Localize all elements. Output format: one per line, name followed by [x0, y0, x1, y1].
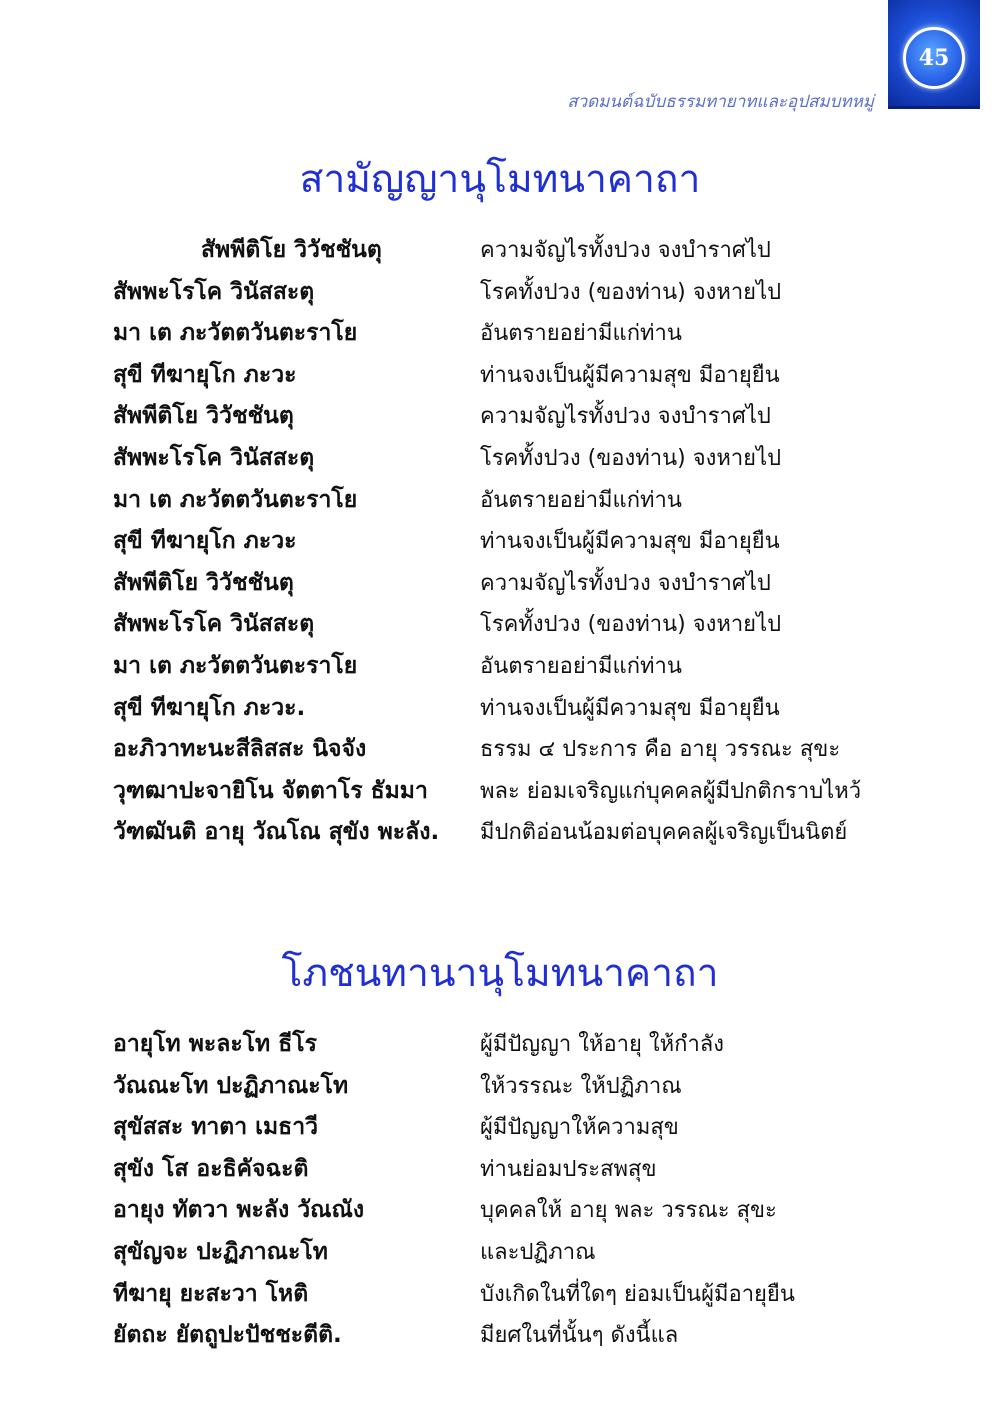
section-title-samanyanumodana: สามัญญานุโมทนาคาถา	[299, 157, 701, 202]
pali-line: สัพพะโรโค วินัสสะตุ	[113, 611, 315, 638]
pali-line: มา เต ภะวัตตวันตะราโย	[113, 486, 358, 513]
verse-row	[0, 731, 1000, 773]
verse-row	[0, 1317, 1000, 1359]
pali-line: สัพพีติโย วิวัชชันตุ	[113, 403, 294, 430]
thai-translation: อันตรายอย่ามีแก่ท่าน	[480, 653, 682, 679]
pali-line: มา เต ภะวัตตวันตะราโย	[113, 652, 358, 679]
verse-row	[0, 565, 1000, 607]
pali-line: สุขี ทีฆายุโก ภะวะ	[113, 528, 297, 555]
pali-line: สัพพีติโย วิวัชชันตุ	[201, 237, 382, 263]
verse-row	[0, 606, 1000, 648]
verse-row	[0, 814, 1000, 856]
section-title-bhojanadana: โภชนทานานุโมทนาคาถา	[281, 951, 719, 996]
thai-translation: ผู้มีปัญญาให้ความสุข	[480, 1115, 679, 1141]
verse-row	[0, 1151, 1000, 1193]
thai-translation: ท่านจงเป็นผู้มีความสุข มีอายุยืน	[480, 362, 780, 388]
thai-translation: ความจัญไรทั้งปวง จงบำราศไป	[480, 238, 771, 263]
thai-translation: ธรรม ๔ ประการ คือ อายุ วรรณะ สุขะ	[480, 737, 841, 763]
pali-line: สุขี ทีฆายุโก ภะวะ	[113, 361, 297, 388]
thai-translation: ความจัญไรทั้งปวง จงบำราศไป	[480, 570, 771, 596]
verse-row	[0, 1109, 1000, 1151]
thai-translation: โรคทั้งปวง (ของท่าน) จงหายไป	[480, 279, 782, 305]
pali-line: สุขัญจะ ปะฏิภาณะโท	[113, 1238, 328, 1265]
thai-translation: โรคทั้งปวง (ของท่าน) จงหายไป	[480, 445, 782, 471]
thai-translation: ท่านจงเป็นผู้มีความสุข มีอายุยืน	[480, 695, 780, 721]
verse-row	[0, 232, 1000, 274]
thai-translation: พละ ย่อมเจริญแก่บุคคลผู้มีปกติกราบไหว้	[480, 778, 862, 804]
thai-translation: บังเกิดในที่ใดๆ ย่อมเป็นผู้มีอายุยืน	[480, 1281, 795, 1307]
verse-list-bhojanadana	[0, 1026, 1000, 1359]
thai-translation: ความจัญไรทั้งปวง จงบำราศไป	[480, 404, 771, 430]
verse-row	[0, 523, 1000, 565]
verse-row	[0, 315, 1000, 357]
pali-line: สุขัง โส อะธิคัจฉะติ	[113, 1155, 309, 1182]
pali-line: มา เต ภะวัตตวันตะราโย	[113, 320, 358, 347]
verse-row	[0, 1192, 1000, 1234]
thai-translation: บุคคลให้ อายุ พละ วรรณะ สุขะ	[480, 1198, 777, 1224]
pali-line: สัพพะโรโค วินัสสะตุ	[113, 278, 315, 305]
pali-line: อายุง ทัตวา พะลัง วัณณัง	[113, 1197, 365, 1224]
pali-line: อะภิวาทะนะสีลิสสะ นิจจัง	[113, 736, 367, 763]
verse-row	[0, 1276, 1000, 1318]
pali-line: วัณณะโท ปะฏิภาณะโท	[113, 1072, 349, 1099]
thai-translation: ท่านจงเป็นผู้มีความสุข มีอายุยืน	[480, 529, 780, 555]
thai-translation: อันตรายอย่ามีแก่ท่าน	[480, 321, 682, 347]
verse-row	[0, 398, 1000, 440]
verse-row	[0, 1026, 1000, 1068]
page-number-ring	[903, 27, 965, 89]
pali-line: อายุโท พะละโท ธีโร	[113, 1031, 317, 1057]
pali-line: สัพพีติโย วิวัชชันตุ	[113, 569, 294, 596]
pali-line: ยัตถะ ยัตถูปะปัชชะตีติ.	[113, 1322, 342, 1349]
pali-line: วุฑฒาปะจายิโน จัตตาโร ธัมมา	[113, 777, 428, 804]
verse-row	[0, 773, 1000, 815]
verse-row	[0, 274, 1000, 316]
thai-translation: มียศในที่นั้นๆ ดังนี้แล	[480, 1323, 679, 1349]
running-title: สวดมนต์ฉบับธรรมทายาทและอุปสมบทหมู่	[567, 92, 874, 112]
pali-line: วัฑฒันติ อายุ วัณโณ สุขัง พะลัง.	[113, 819, 440, 846]
pali-line: สุขัสสะ ทาตา เมธาวี	[113, 1114, 319, 1141]
pali-line: ทีฆายุ ยะสะวา โหติ	[113, 1280, 309, 1307]
page-number: 45	[918, 45, 950, 71]
verse-row	[0, 440, 1000, 482]
verse-row	[0, 690, 1000, 732]
verse-row	[0, 1234, 1000, 1276]
thai-translation: อันตรายอย่ามีแก่ท่าน	[480, 487, 682, 513]
thai-translation: ท่านย่อมประสพสุข	[480, 1156, 657, 1182]
verse-list-samanyanumodana	[0, 232, 1000, 856]
verse-row	[0, 357, 1000, 399]
verse-row	[0, 648, 1000, 690]
thai-translation: และปฏิภาณ	[480, 1239, 596, 1265]
page-number-badge	[888, 0, 980, 109]
thai-translation: ผู้มีปัญญา ให้อายุ ให้กำลัง	[480, 1032, 725, 1057]
verse-row	[0, 1068, 1000, 1110]
pali-line: สุขี ทีฆายุโก ภะวะ.	[113, 694, 306, 721]
thai-translation: มีปกติอ่อนน้อมต่อบุคคลผู้เจริญเป็นนิตย์	[480, 820, 848, 846]
thai-translation: โรคทั้งปวง (ของท่าน) จงหายไป	[480, 612, 782, 638]
verse-row	[0, 482, 1000, 524]
pali-line: สัพพะโรโค วินัสสะตุ	[113, 444, 315, 471]
thai-translation: ให้วรรณะ ให้ปฏิภาณ	[480, 1073, 682, 1099]
